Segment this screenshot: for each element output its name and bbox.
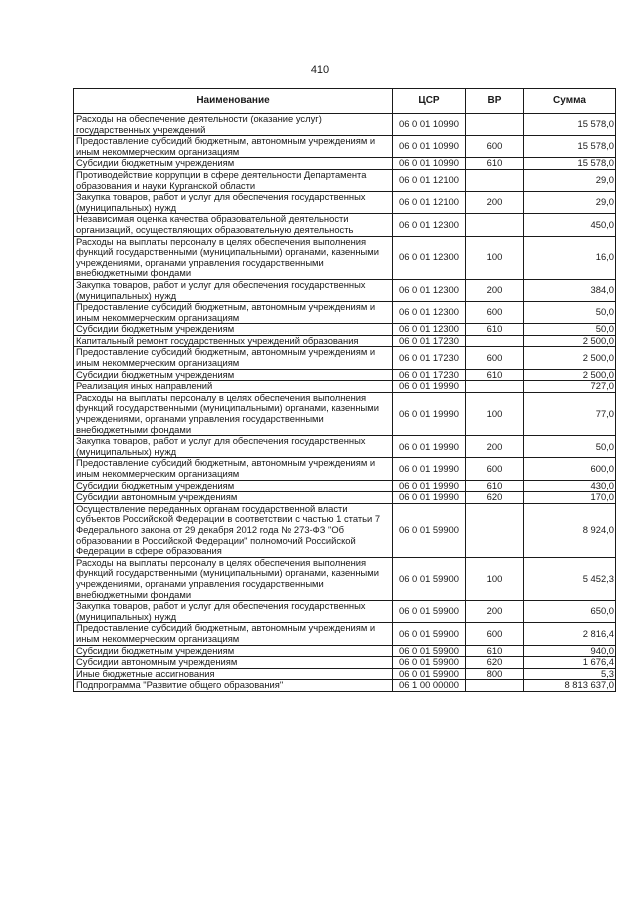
row-vr-cell [466, 381, 524, 393]
row-vr-cell [466, 503, 524, 557]
row-vr-cell: 610 [466, 158, 524, 170]
row-vr-cell: 620 [466, 492, 524, 504]
row-name-cell: Расходы на выплаты персоналу в целях обеспечения выполнения функций государственными (муниципальными) органами, казенными учреждениями, органами управления государственными внебюджетными фондами [74, 557, 393, 600]
row-sum-cell: 8 924,0 [524, 503, 616, 557]
row-name-cell: Расходы на обеспечение деятельности (оказание услуг) государственных учреждений [74, 114, 393, 136]
row-name-cell: Закупка товаров, работ и услуг для обеспечения государственных (муниципальных) нужд [74, 279, 393, 301]
row-sum-cell: 15 578,0 [524, 158, 616, 170]
table-row [74, 169, 616, 191]
table-row [74, 503, 616, 557]
table-row [74, 492, 616, 504]
row-vr-cell: 610 [466, 369, 524, 381]
row-sum-cell: 650,0 [524, 601, 616, 623]
table-row [74, 657, 616, 669]
header-name: Наименование [74, 89, 393, 114]
row-sum-cell: 2 500,0 [524, 335, 616, 347]
table-row [74, 335, 616, 347]
table-header-row [74, 89, 616, 114]
table-row [74, 114, 616, 136]
row-name-cell: Расходы на выплаты персоналу в целях обеспечения выполнения функций государственными (муниципальными) органами, казенными учреждениями, органами управления государственными внебюджетными фондами [74, 392, 393, 435]
row-vr-cell: 100 [466, 557, 524, 600]
row-vr-cell: 600 [466, 347, 524, 369]
row-sum-cell: 16,0 [524, 236, 616, 279]
header-csr: ЦСР [393, 89, 466, 114]
row-name-cell: Осуществление переданных органам государственной власти субъектов Российской Федерации в соответствии с частью 1 статьи 7 Федерального закона от 29 декабря 2012 года № 273-ФЗ "Об образовании в Российской Федерации" полномочий Российской Федерации в сфере образования [74, 503, 393, 557]
row-vr-cell: 800 [466, 668, 524, 680]
table-row [74, 480, 616, 492]
table-row [74, 136, 616, 158]
row-csr-cell: 06 0 01 12100 [393, 192, 466, 214]
row-sum-cell: 2 816,4 [524, 623, 616, 645]
row-csr-cell: 06 0 01 12300 [393, 302, 466, 324]
header-sum: Сумма [524, 89, 616, 114]
row-vr-cell: 200 [466, 192, 524, 214]
row-name-cell: Закупка товаров, работ и услуг для обеспечения государственных (муниципальных) нужд [74, 436, 393, 458]
row-sum-cell: 430,0 [524, 480, 616, 492]
page-number: 410 [310, 64, 330, 76]
row-vr-cell: 610 [466, 324, 524, 336]
row-vr-cell: 610 [466, 480, 524, 492]
row-sum-cell: 15 578,0 [524, 136, 616, 158]
row-vr-cell: 610 [466, 645, 524, 657]
row-name-cell: Предоставление субсидий бюджетным, автономным учреждениям и иным некоммерческим организациям [74, 458, 393, 480]
row-sum-cell: 50,0 [524, 324, 616, 336]
row-sum-cell: 77,0 [524, 392, 616, 435]
table-row [74, 324, 616, 336]
row-csr-cell: 06 0 01 19990 [393, 480, 466, 492]
row-csr-cell: 06 0 01 19990 [393, 492, 466, 504]
row-vr-cell: 100 [466, 392, 524, 435]
table-row [74, 458, 616, 480]
table-row [74, 680, 616, 692]
row-sum-cell: 940,0 [524, 645, 616, 657]
row-csr-cell: 06 0 01 12300 [393, 279, 466, 301]
row-vr-cell: 600 [466, 623, 524, 645]
row-vr-cell [466, 680, 524, 692]
table-row [74, 279, 616, 301]
table-row [74, 347, 616, 369]
row-name-cell: Предоставление субсидий бюджетным, автономным учреждениям и иным некоммерческим организациям [74, 136, 393, 158]
row-name-cell: Подпрограмма "Развитие общего образования" [74, 680, 393, 692]
row-sum-cell: 50,0 [524, 436, 616, 458]
table-row [74, 601, 616, 623]
row-csr-cell: 06 0 01 17230 [393, 369, 466, 381]
row-sum-cell: 450,0 [524, 214, 616, 236]
row-name-cell: Субсидии автономным учреждениям [74, 657, 393, 669]
row-sum-cell: 5,3 [524, 668, 616, 680]
table-row [74, 381, 616, 393]
row-vr-cell: 100 [466, 236, 524, 279]
row-name-cell: Противодействие коррупции в сфере деятельности Департамента образования и науки Курганской области [74, 169, 393, 191]
table-row [74, 192, 616, 214]
row-name-cell: Субсидии бюджетным учреждениям [74, 369, 393, 381]
row-name-cell: Закупка товаров, работ и услуг для обеспечения государственных (муниципальных) нужд [74, 601, 393, 623]
table-row [74, 392, 616, 435]
row-csr-cell: 06 0 01 12300 [393, 324, 466, 336]
row-csr-cell: 06 0 01 12100 [393, 169, 466, 191]
budget-table [73, 88, 616, 692]
row-sum-cell: 384,0 [524, 279, 616, 301]
row-name-cell: Предоставление субсидий бюджетным, автономным учреждениям и иным некоммерческим организациям [74, 623, 393, 645]
row-vr-cell: 200 [466, 436, 524, 458]
row-csr-cell: 06 0 01 59900 [393, 645, 466, 657]
row-csr-cell: 06 0 01 59900 [393, 657, 466, 669]
row-csr-cell: 06 0 01 10990 [393, 136, 466, 158]
row-name-cell: Иные бюджетные ассигнования [74, 668, 393, 680]
table-row [74, 668, 616, 680]
row-csr-cell: 06 0 01 59900 [393, 623, 466, 645]
row-vr-cell: 620 [466, 657, 524, 669]
row-sum-cell: 29,0 [524, 169, 616, 191]
row-vr-cell: 600 [466, 458, 524, 480]
table-row [74, 436, 616, 458]
row-vr-cell: 600 [466, 136, 524, 158]
row-vr-cell: 200 [466, 601, 524, 623]
row-csr-cell: 06 0 01 17230 [393, 347, 466, 369]
row-name-cell: Субсидии бюджетным учреждениям [74, 645, 393, 657]
row-sum-cell: 5 452,3 [524, 557, 616, 600]
header-vr: ВР [466, 89, 524, 114]
row-sum-cell: 15 578,0 [524, 114, 616, 136]
row-csr-cell: 06 0 01 19990 [393, 381, 466, 393]
row-sum-cell: 600,0 [524, 458, 616, 480]
table-row [74, 369, 616, 381]
row-sum-cell: 8 813 637,0 [524, 680, 616, 692]
row-name-cell: Субсидии бюджетным учреждениям [74, 158, 393, 170]
row-name-cell: Независимая оценка качества образовательной деятельности организаций, осуществляющих образовательную деятельность [74, 214, 393, 236]
row-csr-cell: 06 0 01 12300 [393, 236, 466, 279]
row-vr-cell: 600 [466, 302, 524, 324]
row-name-cell: Субсидии бюджетным учреждениям [74, 324, 393, 336]
table-row [74, 236, 616, 279]
row-csr-cell: 06 0 01 59900 [393, 557, 466, 600]
row-sum-cell: 1 676,4 [524, 657, 616, 669]
table-row [74, 302, 616, 324]
table-body [74, 114, 616, 692]
table-row [74, 623, 616, 645]
row-sum-cell: 2 500,0 [524, 347, 616, 369]
row-csr-cell: 06 0 01 12300 [393, 214, 466, 236]
row-sum-cell: 2 500,0 [524, 369, 616, 381]
table-row [74, 214, 616, 236]
row-name-cell: Расходы на выплаты персоналу в целях обеспечения выполнения функций государственными (муниципальными) органами, казенными учреждениями, органами управления государственными внебюджетными фондами [74, 236, 393, 279]
table-row [74, 158, 616, 170]
row-vr-cell [466, 335, 524, 347]
row-csr-cell: 06 0 01 19990 [393, 392, 466, 435]
row-vr-cell: 200 [466, 279, 524, 301]
row-sum-cell: 50,0 [524, 302, 616, 324]
row-name-cell: Субсидии бюджетным учреждениям [74, 480, 393, 492]
row-name-cell: Капитальный ремонт государственных учреждений образования [74, 335, 393, 347]
row-vr-cell [466, 169, 524, 191]
row-csr-cell: 06 0 01 10990 [393, 158, 466, 170]
table-row [74, 645, 616, 657]
row-csr-cell: 06 0 01 59900 [393, 503, 466, 557]
row-csr-cell: 06 0 01 59900 [393, 668, 466, 680]
row-csr-cell: 06 0 01 19990 [393, 458, 466, 480]
row-name-cell: Закупка товаров, работ и услуг для обеспечения государственных (муниципальных) нужд [74, 192, 393, 214]
row-csr-cell: 06 1 00 00000 [393, 680, 466, 692]
row-name-cell: Субсидии автономным учреждениям [74, 492, 393, 504]
row-csr-cell: 06 0 01 19990 [393, 436, 466, 458]
row-name-cell: Реализация иных направлений [74, 381, 393, 393]
row-sum-cell: 170,0 [524, 492, 616, 504]
row-csr-cell: 06 0 01 10990 [393, 114, 466, 136]
row-vr-cell [466, 214, 524, 236]
row-name-cell: Предоставление субсидий бюджетным, автономным учреждениям и иным некоммерческим организациям [74, 302, 393, 324]
row-vr-cell [466, 114, 524, 136]
row-name-cell: Предоставление субсидий бюджетным, автономным учреждениям и иным некоммерческим организациям [74, 347, 393, 369]
row-sum-cell: 29,0 [524, 192, 616, 214]
table-row [74, 557, 616, 600]
row-csr-cell: 06 0 01 17230 [393, 335, 466, 347]
row-csr-cell: 06 0 01 59900 [393, 601, 466, 623]
row-sum-cell: 727,0 [524, 381, 616, 393]
